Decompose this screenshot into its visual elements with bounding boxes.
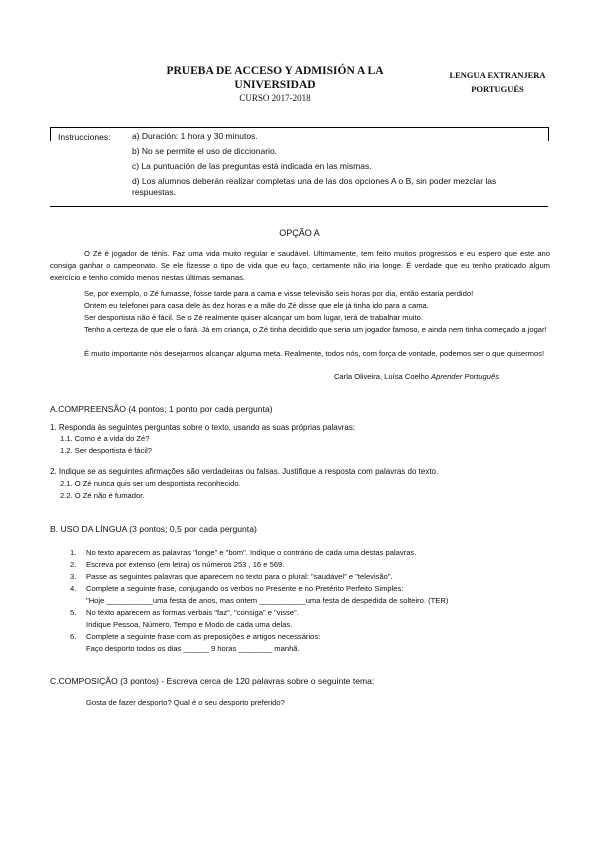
item-text: Escreva por extenso (em letra) os números 253 , 16 e 569. <box>86 560 285 569</box>
item-text: "Hoje ___________uma festa de anos, mas ontem ___________uma festa de despedida de solteiro. (TER) <box>86 596 449 605</box>
list-item <box>70 643 540 655</box>
list-item <box>70 559 540 571</box>
composition-prompt: Gosta de fazer desporto? Qual é o seu desporto preferido? <box>86 698 285 707</box>
instructions-top-border <box>50 127 548 128</box>
item-text: Faço desporto todos os dias ______ 9 horas ________ manhã. <box>86 644 300 653</box>
list-item <box>70 607 540 619</box>
reading-paragraph: Ontem eu telefonei para casa dele às dez horas e a mãe do Zé disse que ele já tinha ido para a cama. <box>84 301 429 310</box>
item-text: Indique Pessoa, Número, Tempo e Modo de cada uma delas. <box>86 620 293 629</box>
item-number: 6. <box>70 632 77 641</box>
instructions-bottom-border <box>50 206 548 207</box>
section-b-heading: B. USO DA LÍNGUA (3 pontos; 0,5 por cada pergunta) <box>50 524 257 534</box>
item-number: 1. <box>70 548 77 557</box>
question-2: 2. Indique se as seguintes afirmações são verdadeiras ou falsas. Justifique a resposta com palavras do texto. <box>50 467 439 476</box>
item-text: Complete a seguinte frase com as preposições e artigos necessários: <box>86 632 321 641</box>
reading-paragraph: É muito importante nós desejarmos alcançar alguma meta. Realmente, todos nós, com força de vontade, podemos ser o que quisermos! <box>84 349 545 358</box>
reading-paragraph: Se, por exemplo, o Zé fumasse, fosse tarde para a cama e visse televisão seis horas por dia, então estaria perdido! <box>84 289 474 298</box>
instructions-left-border <box>50 127 51 141</box>
subject-line-2: PORTUGUÉS <box>471 84 524 94</box>
item-number: 4. <box>70 584 77 593</box>
instruction-item: c) La puntuación de las preguntas está indicada en las mismas. <box>132 161 372 171</box>
item-number: 2. <box>70 560 77 569</box>
question-item: 2.1. O Zé nunca quis ser um desportista reconhecido. <box>60 479 241 488</box>
option-heading: OPÇÃO A <box>279 228 320 238</box>
section-c-heading: C.COMPOSIÇÃO (3 pontos) - Escreva cerca de 120 palavras sobre o seguinte tema: <box>50 676 375 686</box>
instruction-item: a) Duración: 1 hora y 30 minutos. <box>132 131 258 141</box>
subject-block <box>425 68 570 96</box>
exam-title: PRUEBA DE ACCESO Y ADMISIÓN A LA UNIVERSIDAD <box>166 65 384 91</box>
list-item <box>70 595 540 607</box>
source-authors: Carla Oliveira, Luísa Coelho <box>333 372 432 381</box>
list-item <box>70 547 540 559</box>
section-b-list <box>70 547 540 655</box>
item-number: 3. <box>70 572 77 581</box>
item-text: No texto aparecem as formas verbais "faz", "consiga" e "visse". <box>86 608 299 617</box>
course-year: CURSO 2017-2018 <box>239 93 311 103</box>
text-source <box>50 371 499 383</box>
reading-paragraph: Ser desportista não é fácil. Se o Zé realmente quiser alcançar um bom lugar, terá de trabalhar muito. <box>84 313 423 322</box>
item-text: Complete a seguinte frase, conjugando os verbos no Presente e no Pretérito Perfeito Simples: <box>86 584 404 593</box>
instructions-label: Instrucciones: <box>58 132 111 142</box>
instruction-item: d) Los alumnos deberán realizar completas una de las dos opciones A o B, sin poder mezclar las respuestas. <box>132 176 497 197</box>
source-book: Aprender Português <box>431 372 499 381</box>
reading-paragraph: O Zé é jogador de ténis. Faz uma vida muito regular e saudável. Ultimamente, tem feito muitos progressos e eu espero que este ano consiga ganhar o campeonato. Se ele fizesse o tipo de vida que eu faço, certamente não iria longe. É verdade que eu tenho praticado algum exercício e tenho comido menos nestas últimas semanas. <box>50 249 550 282</box>
item-text: No texto aparecem as palavras "longe" e "bom". Indique o contrário de cada uma destas palavras. <box>86 548 417 557</box>
item-text: Passe as seguintes palavras que aparecem no texto para o plural: "saudável" e "televisão". <box>86 572 393 581</box>
instruction-item: b) No se permite el uso de diccionario. <box>132 146 278 156</box>
item-number: 5. <box>70 608 77 617</box>
section-a-heading: A.COMPREENSÃO (4 pontos; 1 ponto por cada pergunta) <box>50 404 273 414</box>
question-1: 1. Responda às seguintes perguntas sobre o texto, usando as suas próprias palavras: <box>50 423 356 432</box>
list-item <box>70 583 540 595</box>
question-item: 1.2. Ser desportista é fácil? <box>60 446 153 455</box>
question-item: 1.1. Como é a vida do Zé? <box>60 434 150 443</box>
instructions-right-border <box>548 127 549 141</box>
reading-paragraph: Tenho a certeza de que ele o fará. Já em criança, o Zé tinha decidido que seria um jogador famoso, e ainda nem tinha começado a jogar! <box>84 325 547 334</box>
question-item: 2.2. O Zé não é fumador. <box>60 491 145 500</box>
list-item <box>70 571 540 583</box>
subject-line-1: LENGUA EXTRANJERA <box>449 70 546 80</box>
list-item <box>70 619 540 631</box>
list-item <box>70 631 540 643</box>
